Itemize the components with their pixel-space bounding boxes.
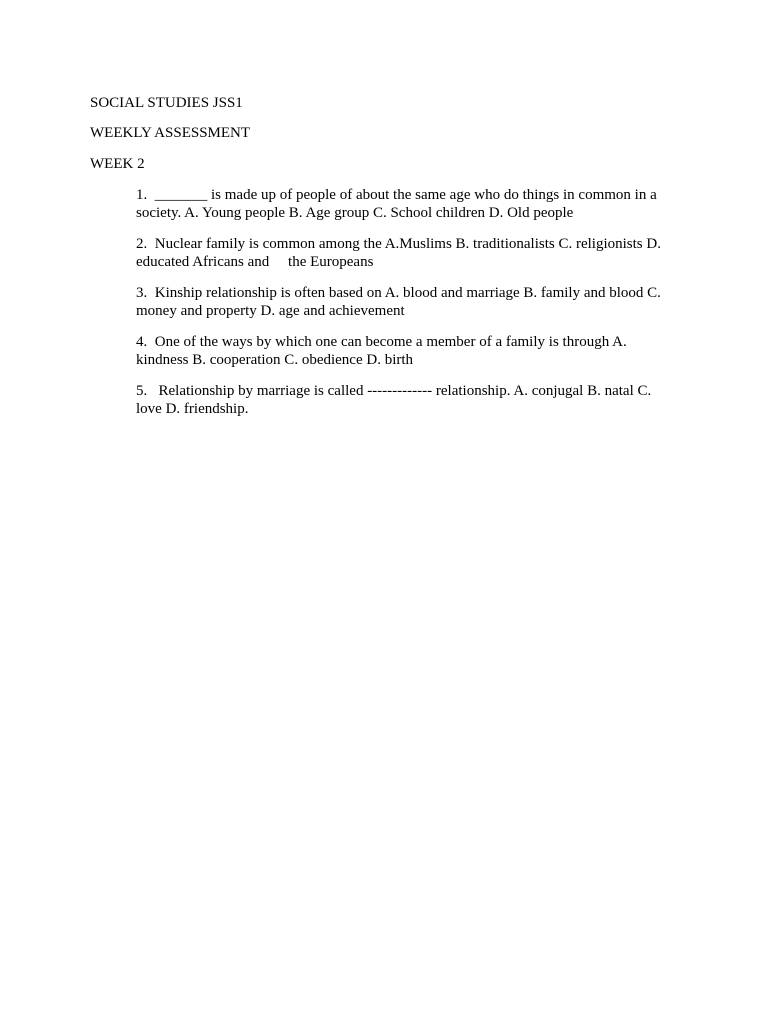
question-item	[136, 284, 676, 320]
question-text: 1. _______ is made up of people of about the same age who do things in common in a society. A. Young people B. Age group C. School children D. Old people	[136, 187, 661, 221]
question-item	[136, 186, 676, 222]
question-text: 4. One of the ways by which one can become a member of a family is through A. kindness B. cooperation C. obedience D. birth	[136, 334, 631, 368]
question-list	[136, 186, 676, 431]
question-item	[136, 235, 676, 271]
question-item	[136, 382, 676, 418]
assessment-heading: WEEKLY ASSESSMENT	[90, 125, 251, 141]
subject-heading: SOCIAL STUDIES JSS1	[90, 95, 243, 111]
question-text: 5. Relationship by marriage is called ------------- relationship. A. conjugal B. natal C. love D. friendship.	[136, 383, 656, 417]
question-item	[136, 333, 676, 369]
week-heading: WEEK 2	[90, 156, 145, 172]
question-text: 2. Nuclear family is common among the A.Muslims B. traditionalists C. religionists D. educated Africans and the Europeans	[136, 236, 665, 270]
question-text: 3. Kinship relationship is often based on A. blood and marriage B. family and blood C. money and property D. age and achievement	[136, 285, 665, 319]
